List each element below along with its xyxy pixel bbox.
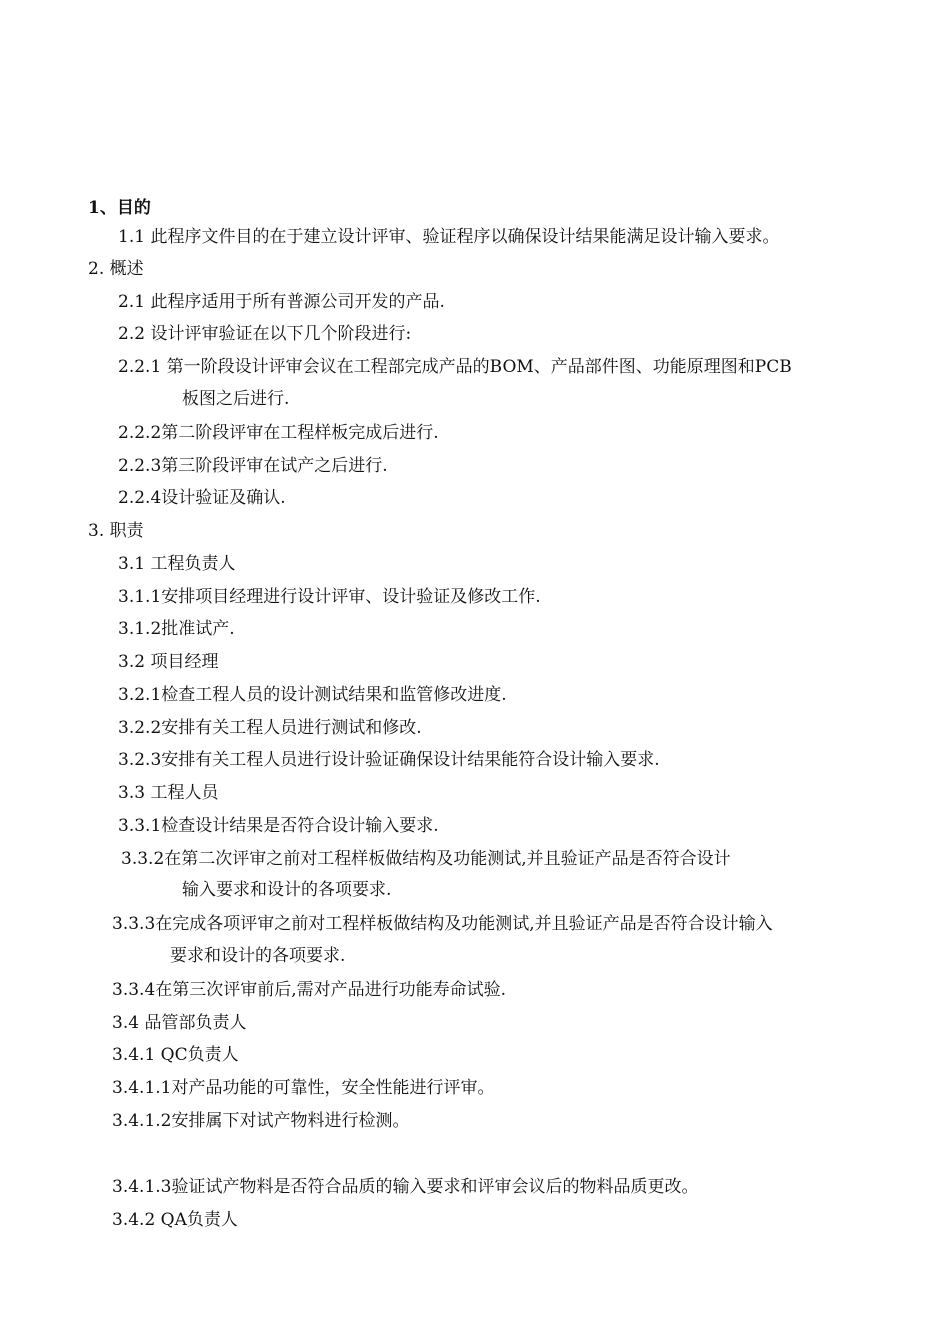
paragraph-3-3-2: 3.3.2在第二次评审之前对工程样板做结构及功能测试,并且验证产品是否符合设计	[121, 849, 731, 869]
paragraph-3-3-1: 3.3.1检查设计结果是否符合设计输入要求.	[118, 816, 439, 836]
paragraph-2-2-4: 2.2.4设计验证及确认.	[118, 488, 286, 508]
paragraph-2-2-2: 2.2.2第二阶段评审在工程样板完成后进行.	[118, 423, 439, 443]
paragraph-3-2: 3.2 项目经理	[118, 652, 219, 672]
paragraph-3-3-4: 3.3.4在第三次评审前后,需对产品进行功能寿命试验.	[112, 980, 507, 1000]
paragraph-3-3-2-continued: 输入要求和设计的各项要求.	[182, 880, 392, 900]
paragraph-3-3: 3.3 工程人员	[118, 783, 219, 803]
paragraph-3-2-1: 3.2.1检查工程人员的设计测试结果和监管修改进度.	[118, 685, 507, 705]
paragraph-3-2-3: 3.2.3安排有关工程人员进行设计验证确保设计结果能符合设计输入要求.	[118, 750, 660, 770]
heading-2-overview: 2. 概述	[88, 259, 144, 279]
paragraph-3-1-2: 3.1.2批准试产.	[118, 619, 235, 639]
paragraph-2-2: 2.2 设计评审验证在以下几个阶段进行:	[118, 324, 412, 344]
paragraph-3-4-2: 3.4.2 QA负责人	[112, 1210, 238, 1230]
paragraph-3-3-3-continued: 要求和设计的各项要求.	[170, 946, 346, 966]
paragraph-3-2-2: 3.2.2安排有关工程人员进行测试和修改.	[118, 718, 422, 738]
paragraph-3-4-1-2: 3.4.1.2安排属下对试产物料进行检测。	[112, 1111, 410, 1131]
paragraph-2-2-3: 2.2.3第三阶段评审在试产之后进行.	[118, 456, 388, 476]
paragraph-2-2-1: 2.2.1 第一阶段设计评审会议在工程部完成产品的BOM、产品部件图、功能原理图和PCB	[118, 357, 792, 377]
paragraph-3-4-1-1: 3.4.1.1对产品功能的可靠性，安全性能进行评审。	[112, 1078, 495, 1098]
heading-3-responsibilities: 3. 职责	[88, 521, 144, 541]
paragraph-3-4-1-3: 3.4.1.3验证试产物料是否符合品质的输入要求和评审会议后的物料品质更改。	[112, 1177, 699, 1197]
heading-1-purpose: 1、目的	[88, 198, 151, 218]
paragraph-1-1: 1.1 此程序文件目的在于建立设计评审、验证程序以确保设计结果能满足设计输入要求。	[118, 227, 780, 247]
paragraph-3-3-3: 3.3.3在完成各项评审之前对工程样板做结构及功能测试,并且验证产品是否符合设计输入	[112, 914, 773, 934]
paragraph-3-1-1: 3.1.1安排项目经理进行设计评审、设计验证及修改工作.	[118, 587, 541, 607]
paragraph-3-4: 3.4 品管部负责人	[112, 1013, 247, 1033]
paragraph-2-2-1-continued: 板图之后进行.	[182, 389, 290, 409]
paragraph-3-1: 3.1 工程负责人	[118, 554, 236, 574]
paragraph-2-1: 2.1 此程序适用于所有普源公司开发的产品.	[118, 292, 445, 312]
paragraph-3-4-1: 3.4.1 QC负责人	[112, 1045, 239, 1065]
